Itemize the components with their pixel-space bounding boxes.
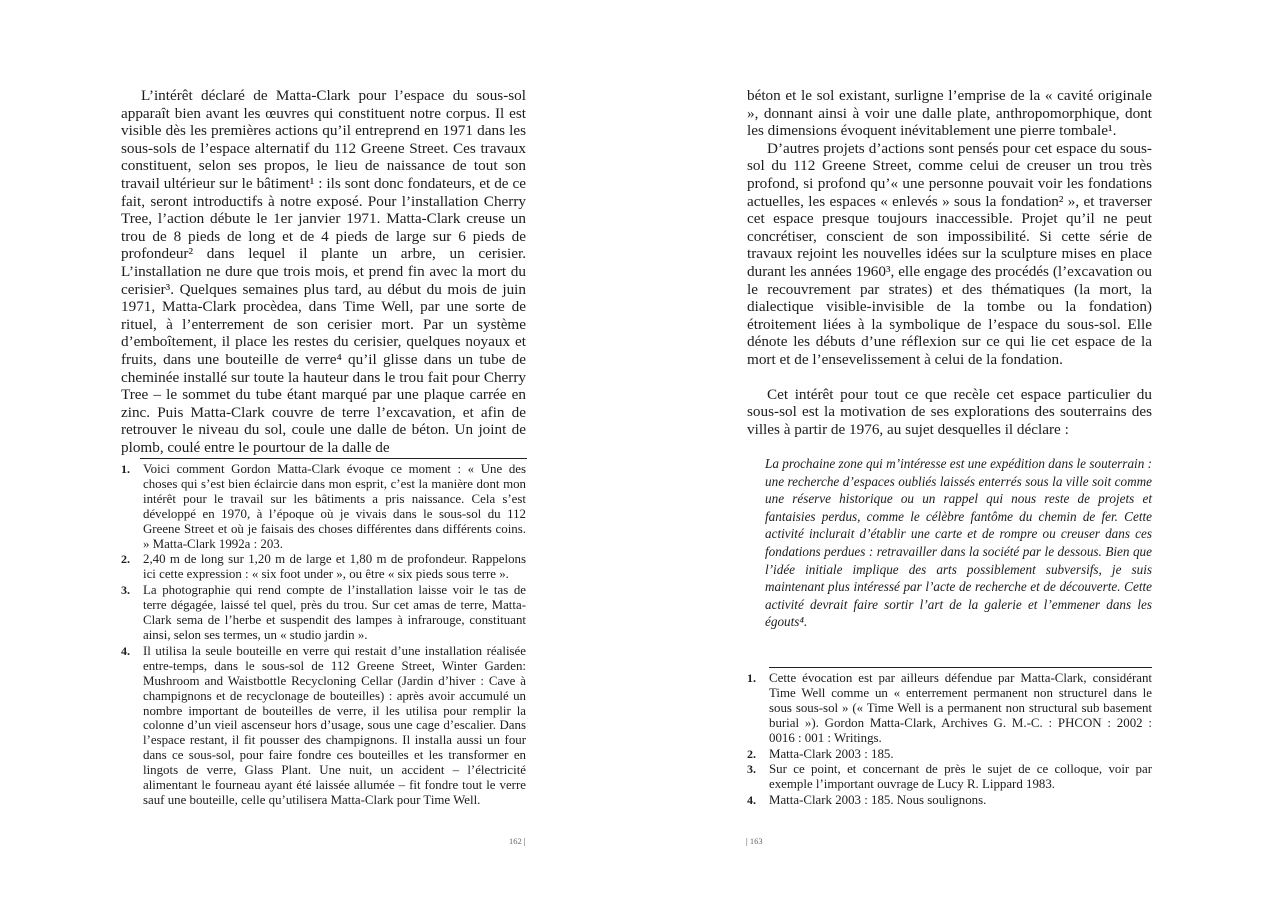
footnote-item xyxy=(121,583,526,643)
footnote-text: Matta-Clark 2003 : 185. xyxy=(769,746,894,761)
footnote-text: Matta-Clark 2003 : 185. Nous soulignons. xyxy=(769,793,987,808)
right-footnote-rule xyxy=(769,667,1152,668)
footnote-number: 2. xyxy=(747,746,756,761)
footnote-item xyxy=(747,793,1152,808)
right-page-number xyxy=(746,836,763,846)
footnote-text: La photographie qui rend compte de l’installation laisse voir le tas de terre dégagée, laissé tel quel, près du trou. Sur cet amas de terre, Matta-Clark sema de l’herbe et suspendit des lampes à infrarouge, constituant ainsi, selon ses termes, un « studio jardin ». xyxy=(143,583,526,642)
right-page xyxy=(636,0,1272,904)
footnote-number: 1. xyxy=(747,671,756,685)
footnote-item xyxy=(747,671,1152,746)
page-number-separator: | xyxy=(746,836,748,846)
footnote-number: 4. xyxy=(121,643,130,658)
right-paragraph-1: béton et le sol existant, surligne l’emprise de la « cavité originale », donnant ainsi à voir une dalle plate, anthropomorphique, dont les dimensions évoquent inévitablement une pierre tombale¹. xyxy=(747,87,1152,140)
left-body-text xyxy=(121,87,526,456)
footnote-item xyxy=(121,644,526,808)
footnote-item xyxy=(747,747,1152,762)
footnote-text: 2,40 m de long sur 1,20 m de large et 1,80 m de profondeur. Rappelons ici cette expression : « six foot under », ou être « six pieds sous terre ». xyxy=(143,552,526,582)
footnote-text: Sur ce point, et concernant de près le sujet de ce colloque, voir par exemple l’important ouvrage de Lucy R. Lippard 1983. xyxy=(769,762,1152,792)
footnote-number: 4. xyxy=(747,793,756,808)
right-body-text xyxy=(747,87,1152,438)
left-footnotes xyxy=(121,462,526,809)
footnote-item xyxy=(121,462,526,551)
right-paragraph-3: Cet intérêt pour tout ce que recèle cet espace particulier du sous-sol est la motivation de ses explorations des souterrains des villes à partir de 1976, au sujet desquelles il déclare : xyxy=(747,385,1152,438)
page-number-separator: | xyxy=(523,836,526,846)
left-footnote-rule xyxy=(140,458,527,459)
right-footnotes xyxy=(747,671,1152,809)
left-page-number xyxy=(509,836,526,846)
footnote-number: 3. xyxy=(747,762,756,777)
footnote-number: 3. xyxy=(121,583,130,598)
footnote-text: Cette évocation est par ailleurs défendue par Matta-Clark, considérant Time Well comme un « enterrement permanent non structurel dans le sous sous-sol » (« Time Well is a permanent non structural sub basement burial »). Gordon Matta-Clark, Archives G. M.-C. : PHCON : 2002 : 0016 : 001 : Writings. xyxy=(769,671,1152,745)
footnote-item xyxy=(747,762,1152,792)
footnote-item xyxy=(121,552,526,582)
footnote-text: Il utilisa la seule bouteille en verre qui restait d’une installation réalisée entre-temps, dans le sous-sol de 112 Greene Street, Winter Garden: Mushroom and Waistbottle Recycloning Cellar (Jardin d’hiver : Cave à champignons et de recyclonage de bouteilles) : après avoir accumulé un nombre important de bouteilles de verre, il les utilisa pour remplir la colonne d’un vieil ascenseur hors d’usage, sous une cage d’escalier. Dans l’espace restant, il fit pousser des champignons. Il installa aussi un four dans ce sous-sol, pour faire fondre ces bouteilles et les transformer en lingots de verre, Glass Plant. Une nuit, un accident – l’électricité alimentant le fourneau ayant été laissée allumée – fit fondre tout le verre sauf une bouteille, celle qu’utilisera Matta-Clark pour Time Well. xyxy=(143,643,526,807)
page-number-value: 162 xyxy=(509,836,522,846)
footnote-text: Voici comment Gordon Matta-Clark évoque ce moment : « Une des choses qui s’est bien éclaircie dans mon esprit, c’est la manière dont mon intérêt pour le travail sur les bâtiments a pris naissance. Cela s’est développé en 1970, à l’époque où je vivais dans le sous-sol du 112 Greene Street et où je faisais des choses différentes dans différents coins. » Matta-Clark 1992a : 203. xyxy=(143,462,526,551)
footnote-number: 2. xyxy=(121,552,130,567)
footnote-number: 1. xyxy=(121,462,130,476)
page-number-value: 163 xyxy=(749,836,763,846)
block-quote: La prochaine zone qui m’intéresse est une expédition dans le souterrain : une recherche d’espaces oubliés laissés enterrés sous la ville soit comme une réserve historique ou un rappel qui nous reste de projets et fantaisies perdus, comme le célèbre fantôme du chemin de fer. Cette activité inclurait d’établir une carte et de rompre ou creuser dans ces fondations perdues : retravailler dans la société par le dessous. Bien que l’idée initiale implique des arts possiblement subversifs, je suis maintenant plus intéressé par l’acte de recherche et de découverte. Cette activité devrait faire sortir l’art de la galerie et l’emmener dans les égouts⁴. xyxy=(765,456,1152,630)
left-paragraph-1: L’intérêt déclaré de Matta-Clark pour l’espace du sous-sol apparaît bien avant les œuvres qui constituent notre corpus. Il est visible dès les premières actions qu’il entreprend en 1971 dans les sous-sols de l’espace alternatif du 112 Greene Street. Ces travaux constituent, selon ses propos, le lieu de naissance de tout son travail ultérieur sur le bâtiment¹ : ils sont donc fondateurs, et de ce fait, seront introductifs à notre exposé. Pour l’installation Cherry Tree, l’action débute le 1er janvier 1971. Matta-Clark creuse un trou de 8 pieds de long et de 4 pieds de large sur 6 pieds de profondeur² dans lequel il plante un arbre, un cerisier. L’installation ne dure que trois mois, et prend fin avec la mort du cerisier³. Quelques semaines plus tard, au début du mois de juin 1971, Matta-Clark procèdea, dans Time Well, par une sorte de rituel, à l’enterrement de son cerisier mort. Par un système d’emboîtement, il place les restes du cerisier, quelques noyaux et fruits, dans une bouteille de verre⁴ qu’il glisse dans un tube de cheminée installé sur toute la hauteur dans le trou fait pour Cherry Tree – le sommet du tube étant marqué par une plaque carrée en zinc. Puis Matta-Clark couvre de terre l’excavation, et afin de retrouver le niveau du sol, coule une dalle de béton. Un joint de plomb, coulé entre le pourtour de la dalle de xyxy=(121,87,526,456)
right-paragraph-2: D’autres projets d’actions sont pensés pour cet espace du sous-sol du 112 Greene Street, comme celui de creuser un trou très profond, si profond qu’« une personne pouvait voir les fondations actuelles, les espaces « enlevés » sous la fondation² », et traverser cet espace presque toujours inaccessible. Projet qu’il ne peut concrétiser, conscient de son impossibilité. Si cette série de travaux rejoint les nouvelles idées sur la sculpture mises en place durant les années 1960³, elle engage des procédés (l’excavation ou le recouvrement par strates) et des thématiques (la mort, la dialectique visible-invisible de la tombe ou la fondation) étroitement liées à la symbolique de l’espace du sous-sol. Elle dénote les débuts d’une réflexion sur ce qui lie cet espace de la mort et de l’ensevelissement à celui de la fondation. xyxy=(747,139,1152,368)
